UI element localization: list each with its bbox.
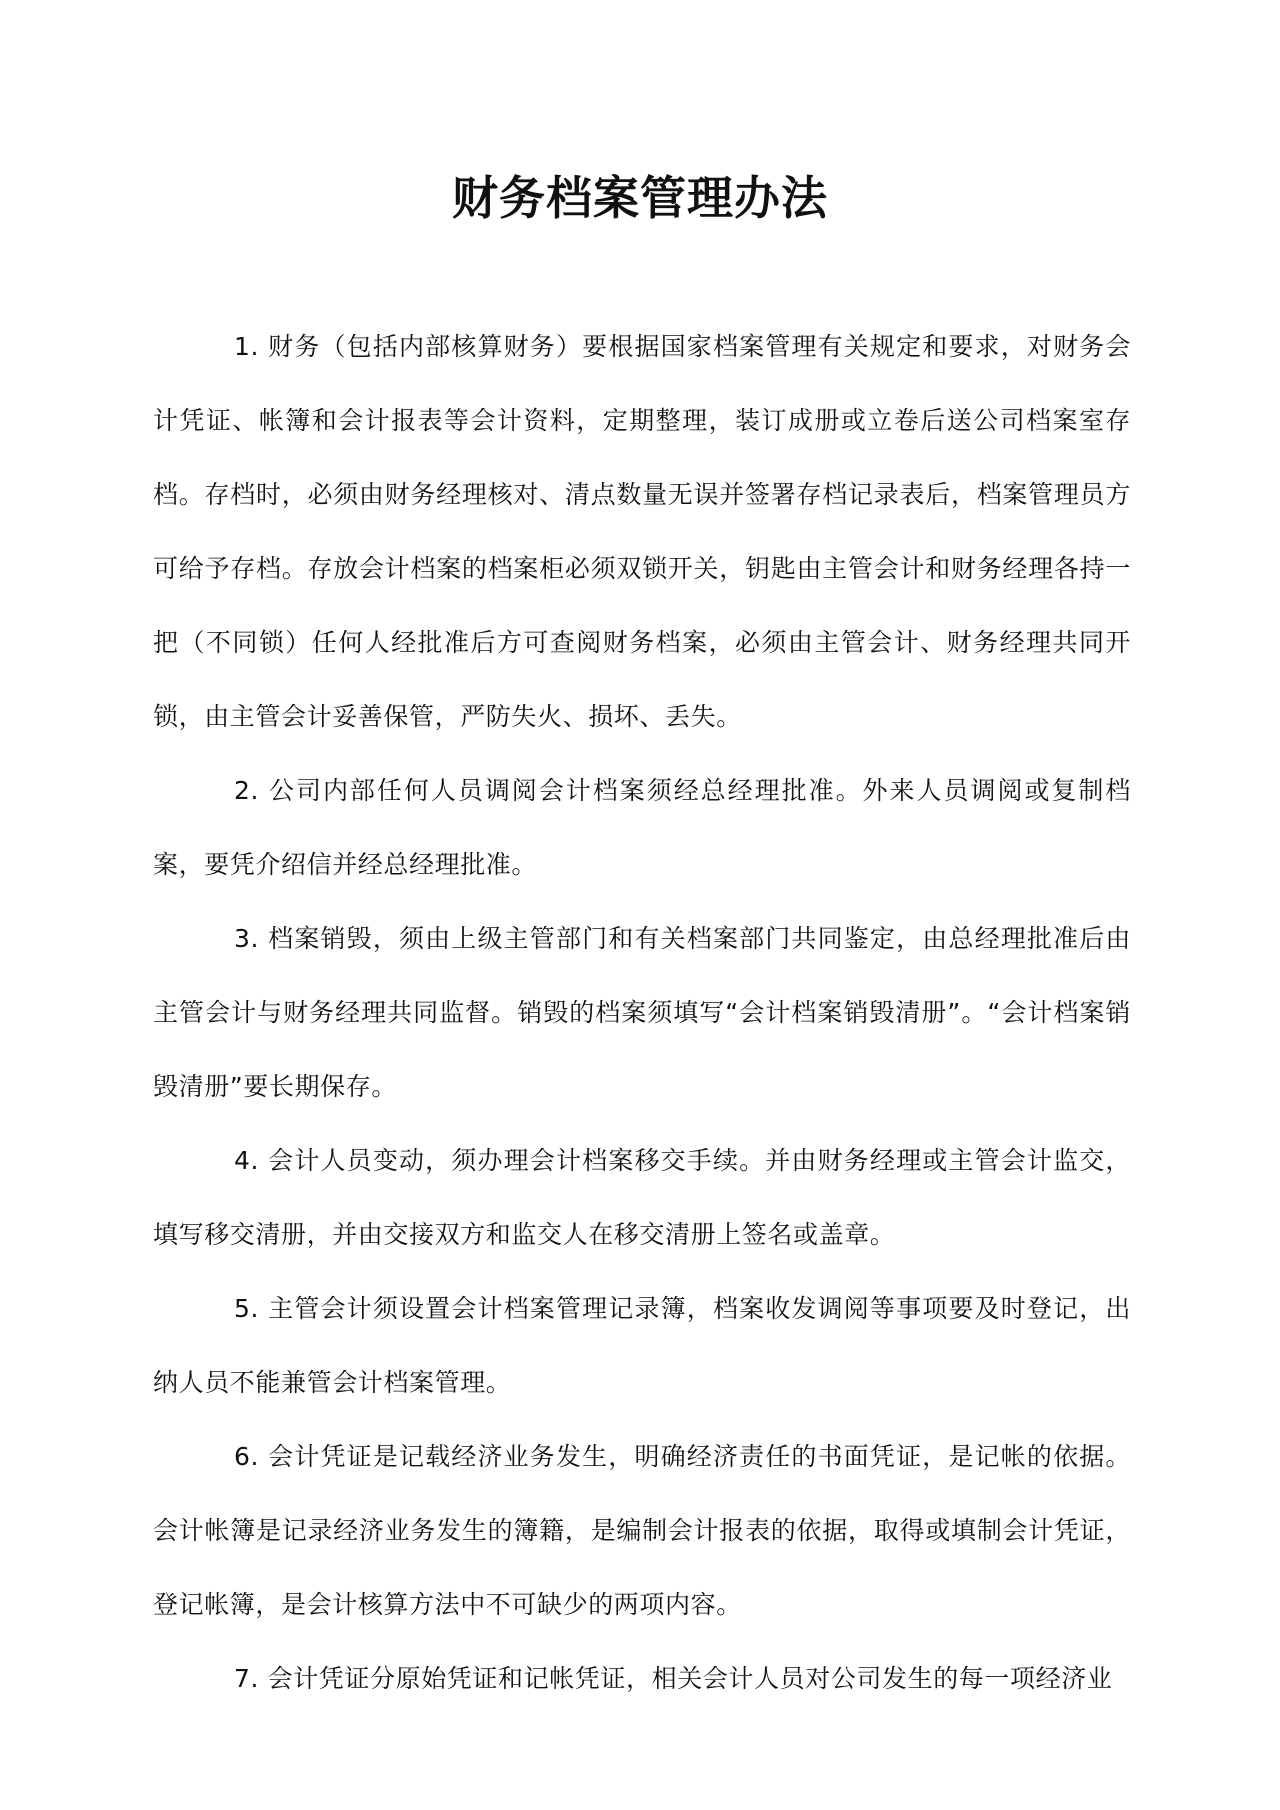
document-title: 财务档案管理办法 xyxy=(452,171,828,225)
paragraph-6: 6. 会计凭证是记载经济业务发生，明确经济责任的书面凭证，是记帐的依据。会计帐簿是记录经济业务发生的簿籍，是编制会计报表的依据，取得或填制会计凭证，登记帐簿，是会计核算方法中不可缺少的两项内容。 xyxy=(153,1442,1131,1619)
document-body xyxy=(153,310,1131,1716)
paragraph-4: 4. 会计人员变动，须办理会计档案移交手续。并由财务经理或主管会计监交，填写移交清册，并由交接双方和监交人在移交清册上签名或盖章。 xyxy=(153,1146,1131,1249)
paragraph-3: 3. 档案销毁，须由上级主管部门和有关档案部门共同鉴定，由总经理批准后由主管会计与财务经理共同监督。销毁的档案须填写“会计档案销毁清册”。“会计档案销毁清册”要长期保存。 xyxy=(153,924,1131,1101)
paragraph-1: 1. 财务（包括内部核算财务）要根据国家档案管理有关规定和要求，对财务会计凭证、帐簿和会计报表等会计资料，定期整理，装订成册或立卷后送公司档案室存档。存档时，必须由财务经理核对、清点数量无误并签署存档记录表后，档案管理员方可给予存档。存放会计档案的档案柜必须双锁开关，钥匙由主管会计和财务经理各持一把（不同锁）任何人经批准后方可查阅财务档案，必须由主管会计、财务经理共同开锁，由主管会计妥善保管，严防失火、损坏、丢失。 xyxy=(153,332,1131,731)
paragraph-2: 2. 公司内部任何人员调阅会计档案须经总经理批准。外来人员调阅或复制档案，要凭介绍信并经总经理批准。 xyxy=(153,776,1131,879)
paragraph-5: 5. 主管会计须设置会计档案管理记录簿，档案收发调阅等事项要及时登记，出纳人员不能兼管会计档案管理。 xyxy=(153,1294,1131,1397)
paragraph-7: 7. 会计凭证分原始凭证和记帐凭证，相关会计人员对公司发生的每一项经济业 xyxy=(234,1664,1113,1693)
